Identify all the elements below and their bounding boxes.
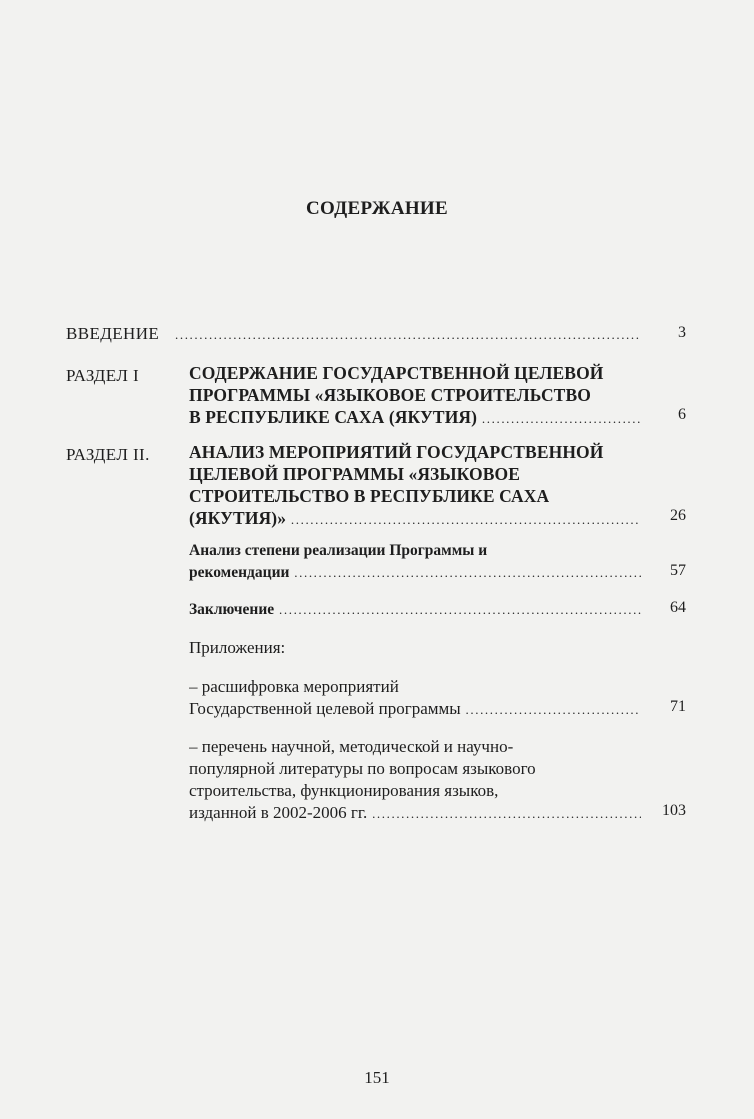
toc-entry-appendix-2-title-line: – перечень научной, методической и научно- — [189, 737, 514, 756]
toc-entry-intro-page: 3 — [678, 324, 686, 341]
toc-entry-section-2-label: РАЗДЕЛ II. — [66, 445, 150, 464]
toc-entry-section-1-title-line: СОДЕРЖАНИЕ ГОСУДАРСТВЕННОЙ ЦЕЛЕВОЙ — [189, 363, 604, 383]
toc-entry-section-2-page: 26 — [670, 507, 686, 524]
toc-entry-section-1-label: РАЗДЕЛ I — [66, 366, 140, 385]
toc-entry-intro-leader — [175, 324, 641, 346]
toc-entry-appendix-1-title-line: – расшифровка мероприятий — [189, 677, 399, 696]
toc-entry-appendix-1-page: 71 — [670, 698, 686, 715]
toc-entry-section-2-title-line: АНАЛИЗ МЕРОПРИЯТИЙ ГОСУДАРСТВЕННОЙ — [189, 442, 604, 462]
toc-entry-conclusion-title-line: Заключение ..... — [189, 599, 641, 621]
toc-entry-appendix-2-title-line: популярной литературы по вопросам языкового — [189, 759, 536, 778]
page-number: 151 — [364, 1068, 390, 1087]
toc-entry-appendix-2-title-line: строительства, функционирования языков, — [189, 781, 499, 800]
toc-appendices-heading: Приложения: — [189, 638, 286, 657]
toc-entry-section-2-title-line: (ЯКУТИЯ)» ..... — [189, 507, 641, 529]
toc-entry-section-2-title-line: СТРОИТЕЛЬСТВО В РЕСПУБЛИКЕ САХА — [189, 486, 550, 506]
toc-entry-appendix-2-page: 103 — [662, 802, 686, 819]
page-title: СОДЕРЖАНИЕ — [306, 198, 448, 219]
toc-entry-conclusion-page: 64 — [670, 599, 686, 616]
toc-entry-appendix-2-title-line: изданной в 2002-2006 гг. ..... — [189, 802, 641, 824]
toc-entry-analysis-title-line: рекомендации ..... — [189, 562, 641, 584]
toc-entry-intro-label: ВВЕДЕНИЕ — [66, 324, 160, 343]
toc-entry-analysis-page: 57 — [670, 562, 686, 579]
toc-entry-appendix-1-title-line: Государственной целевой программы ..... — [189, 698, 641, 720]
toc-entry-section-2-title-line: ЦЕЛЕВОЙ ПРОГРАММЫ «ЯЗЫКОВОЕ — [189, 464, 520, 484]
toc-entry-section-1-title-line: В РЕСПУБЛИКЕ САХА (ЯКУТИЯ) ..... — [189, 406, 641, 428]
toc-entry-section-1-page: 6 — [678, 406, 686, 423]
toc-entry-section-1-title-line: ПРОГРАММЫ «ЯЗЫКОВОЕ СТРОИТЕЛЬСТВО — [189, 385, 591, 405]
toc-entry-analysis-title-line: Анализ степени реализации Программы и — [189, 542, 488, 559]
